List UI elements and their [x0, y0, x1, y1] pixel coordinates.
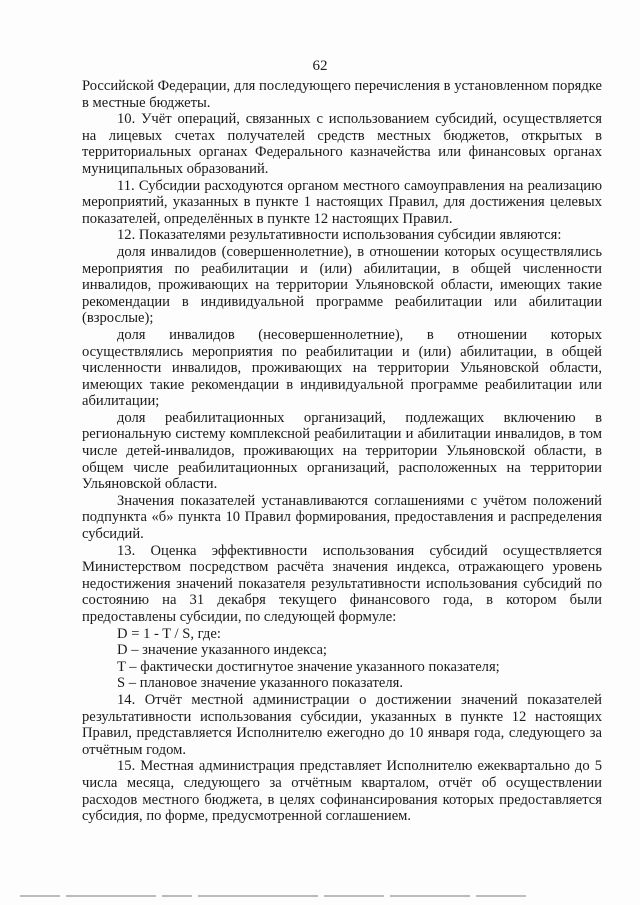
paragraph-11: 11. Субсидии расходуются органом местного самоуправления на реализацию мероприятий, указанных в пункте 1 настоящих Правил, для достижения целевых показателей, определённых в пункте 12 настоящих Правил. — [82, 177, 602, 227]
formula-def-t: T – фактически достигнутое значение указанного показателя; — [117, 658, 500, 675]
formula: D = 1 - T / S, где: — [117, 625, 221, 642]
formula-def-d: D – значение указанного индекса; — [117, 642, 327, 659]
paragraph-14: 14. Отчёт местной администрации о достижении значений показателей результативности использования субсидии, указанных в пункте 12 настоящих Правил, представляется Исполнителю ежегодно до 10 января года, следующего за отчётным годом. — [82, 691, 602, 758]
indicator-values-note: Значения показателей устанавливаются соглашениями с учётом положений подпункта «б» пункта 10 Правил формирования, предоставления и распределения субсидий. — [82, 492, 602, 543]
paragraph-13: 13. Оценка эффективности использования субсидий осуществляется Министерством посредством расчёта значения индекса, отражающего уровень недостижения значений показателя результативности использования субсидий по состоянию на 31 декабря текущего финансового года, в котором были предоставлены субсидии, по следующей формуле: — [82, 542, 602, 625]
scan-edge-artifact — [20, 895, 620, 899]
paragraph-12: 12. Показателями результативности использования субсидии являются: — [117, 227, 562, 244]
indicator-organizations: доля реабилитационных организаций, подлежащих включению в региональную систему комплексной реабилитации и абилитации инвалидов, в том числе детей-инвалидов, проживающих на территории Ульяновской области, в общем числе реабилитационных организаций, расположенных на территории Ульяновской области. — [82, 409, 602, 493]
indicator-minors: доля инвалидов (несовершеннолетние), в отношении которых осуществлялись мероприятия по реабилитации и (или) абилитации, в общей численности инвалидов, проживающих на территории Ульяновской области, имеющих такие рекомендации в индивидуальной программе реабилитации или абилитации; — [82, 326, 602, 410]
page-number: 62 — [312, 58, 328, 74]
paragraph-10: 10. Учёт операций, связанных с использованием субсидий, осуществляется на лицевых счетах получателей средств местных бюджетов, открытых в территориальных органах Федерального казначейства или финансовых органах муниципальных образований. — [82, 111, 602, 177]
indicator-adults: доля инвалидов (совершеннолетние), в отношении которых осуществлялись мероприятия по реабилитации и (или) абилитации, в общей численности инвалидов, проживающих на территории Ульяновской области, имеющих такие рекомендации в индивидуальной программе реабилитации или абилитации (взрослые); — [82, 243, 602, 327]
paragraph-continuation: Российской Федерации, для последующего перечисления в установленном порядке в местные бюджеты. — [82, 78, 602, 111]
document-body — [82, 78, 602, 825]
formula-def-s: S – плановое значение указанного показателя. — [117, 675, 403, 692]
paragraph-15: 15. Местная администрация представляет Исполнителю ежеквартально до 5 числа месяца, следующего за отчётным кварталом, отчёт об осуществлении расходов местного бюджета, в целях софинансирования которых предоставляется субсидия, по форме, предусмотренной соглашением. — [82, 758, 602, 825]
